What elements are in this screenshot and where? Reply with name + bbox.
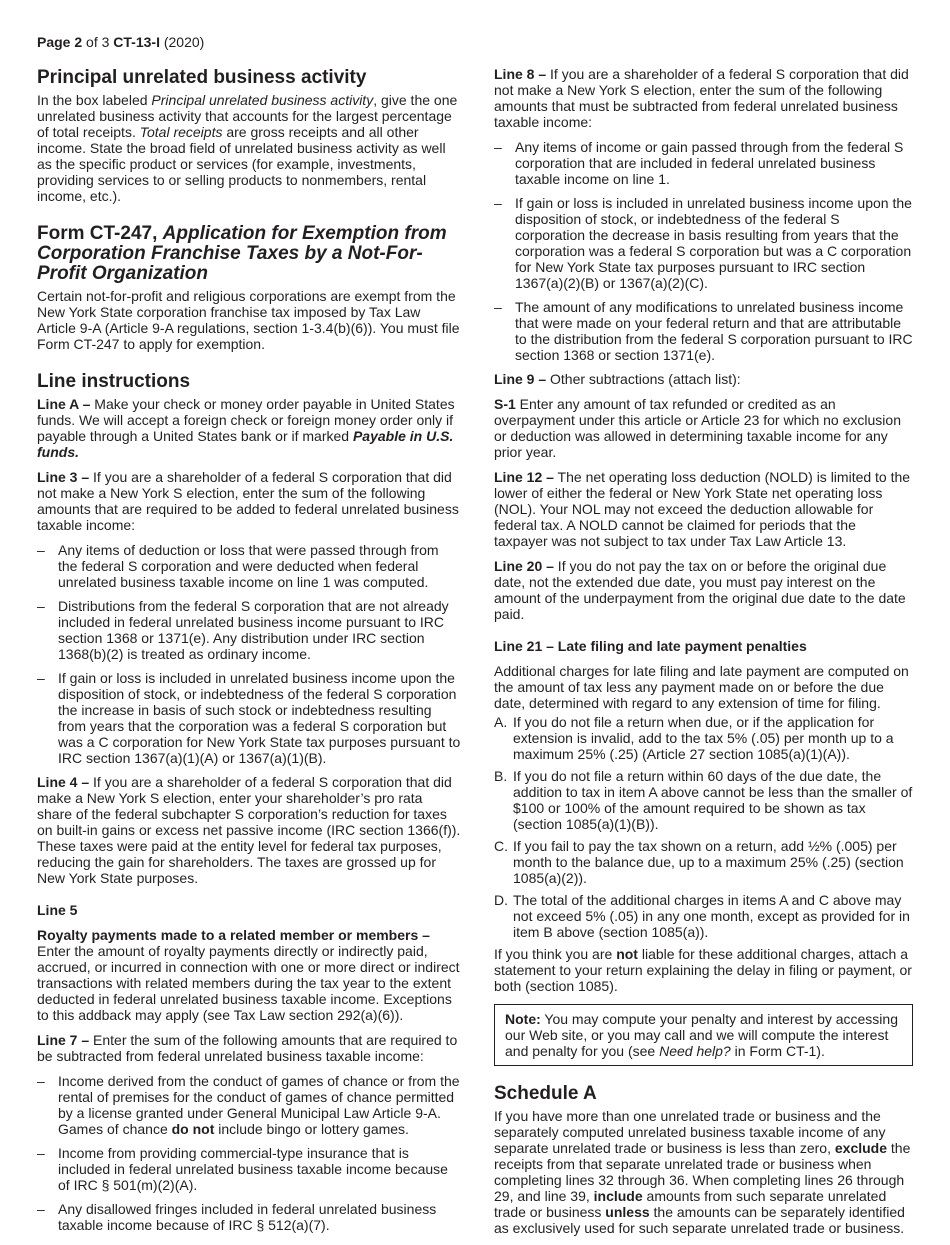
text-run: liable for these additional charges, attach a statement to your return explaining the delay in filing or payment, or both (section 1085). (494, 946, 912, 994)
text-run: The amount of any modifications to unrelated business income that were made on your federal return and that are attributable to the distribution from the federal S corporation pursuant to IRC section 1368 or section 1371(e). (515, 299, 913, 363)
text-run: Note: (505, 1011, 541, 1027)
text-run: Line 12 – (494, 469, 554, 485)
text-run: Any disallowed fringes included in federal unrelated business taxable income because of IRC § 512(a)(7). (58, 1201, 437, 1233)
text-run: do not (171, 1121, 215, 1137)
text-run: Line 3 – (37, 469, 90, 485)
text-run: Form CT-247, (37, 223, 163, 244)
bullet-item (494, 139, 913, 187)
list-marker: C. (494, 838, 508, 854)
paragraph (494, 66, 913, 130)
text-run: In the box labeled (37, 92, 152, 108)
lettered-item (494, 892, 913, 940)
text-run: If you have more than one unrelated trade or business and the separately computed unrelated business taxable income of any separate unrelated trade or business is less than zero, (494, 1108, 886, 1156)
list-marker: – (37, 1073, 45, 1089)
paragraph (494, 371, 913, 387)
list-marker: – (37, 542, 45, 558)
text-run: are gross receipts and all other income. State the broad field of unrelated business activity as well as the specific product or services (for example, investments, providing services to or selling products to nonmembers, rental income, etc.). (37, 124, 446, 204)
paragraph (494, 946, 913, 994)
section-heading (37, 68, 461, 88)
paragraph (494, 469, 913, 549)
text-run: Distributions from the federal S corporation that are not already included in federal unrelated business income pursuant to IRC section 1368 or 1371(e). Any distribution under IRC section 1368(b)(2) is treated as ordinary income. (58, 598, 449, 662)
text-run: Line 21 – Late filing and late payment penalties (494, 638, 807, 654)
text-run: Additional charges for late filing and late payment are computed on the amount of tax less any payment made on or before the due date, determined with regard to any extension of time for filing. (494, 663, 909, 711)
text-run: Line 5 (37, 902, 78, 918)
text-run: Line instructions (37, 371, 191, 392)
text-run: Line 9 – (494, 371, 547, 387)
paragraph (494, 663, 913, 711)
text-run: CT-13-I (113, 34, 160, 50)
subheading (494, 638, 913, 654)
paragraph (37, 1032, 461, 1064)
list-marker: – (37, 1201, 45, 1217)
bullet-item (37, 1201, 461, 1233)
text-run: Any items of deduction or loss that were passed through from the federal S corporation and were deducted when federal unrelated business taxable income on line 1 was computed. (58, 542, 439, 590)
page-header (37, 34, 204, 50)
text-run: If gain or loss is included in unrelated business income upon the disposition of stock, or indebtedness of the federal S corporation the increase in basis of such stock or indebtedness resulting from years that the corporation was a federal S corporation but was a C corporation for New York State tax purposes pursuant to IRC section 1367(a)(1)(A) or 1367(a)(1)(B). (58, 670, 461, 766)
text-run: exclude (834, 1140, 888, 1156)
text-run: Application for Exemption from Corporation Franchise Taxes by a Not-For-Profit Organization (37, 223, 447, 284)
text-run: If you are a shareholder of a federal S corporation that did not make a New York S election, enter the sum of the following amounts that must be subtracted from federal unrelated business taxable income: (494, 66, 909, 130)
text-run: Line 8 – (494, 66, 547, 82)
list-marker: – (37, 670, 45, 686)
text-run: Any items of income or gain passed through from the federal S corporation that are included in federal unrelated business taxable income on line 1. (515, 139, 904, 187)
section-heading (37, 224, 461, 284)
paragraph (37, 469, 461, 533)
lettered-item (494, 714, 913, 762)
list-marker: A. (494, 714, 508, 730)
lettered-item (494, 838, 913, 886)
text-run: Principal unrelated business activity (37, 67, 367, 88)
text-run: Principal unrelated business activity (151, 92, 374, 108)
text-run: the amounts can be separately identified as exclusively used for such separate unrelated trade or business. (494, 1204, 905, 1236)
text-run: Total receipts (139, 124, 223, 140)
text-run: Line 4 – (37, 774, 90, 790)
list-marker: – (494, 195, 502, 211)
paragraph (37, 927, 461, 1023)
text-run: Enter the sum of the following amounts that are required to be subtracted from federal unrelated business taxable income: (37, 1032, 458, 1064)
text-run: Income from providing commercial-type insurance that is included in federal unrelated business taxable income because of IRC § 501(m)(2)(A). (58, 1145, 448, 1193)
text-run: Certain not-for-profit and religious corporations are exempt from the New York State corporation franchise tax imposed by Tax Law Article 9-A (Article 9-A regulations, section 1-3.4(b)(6)). You must file Form CT-247 to apply for exemption. (37, 288, 460, 352)
lettered-item (494, 768, 913, 832)
text-run: Line 20 – (494, 558, 554, 574)
text-run: the receipts from that separate unrelated trade or business when completing lines 32 through 36. When completing lines 26 through 29, and line 39, (494, 1140, 911, 1204)
list-marker: – (37, 1145, 45, 1161)
right-column (494, 66, 913, 1245)
text-run: If you fail to pay the tax shown on a return, add ½% (.005) per month to the balance due, up to a maximum 25% (.25) (section 1085(a)(2)). (513, 838, 904, 886)
text-run: If you are a shareholder of a federal S corporation that did not make a New York S election, enter the sum of the following amounts that are required to be added to federal unrelated business taxable income: (37, 469, 459, 533)
bullet-item (37, 598, 461, 662)
text-run: include (593, 1188, 643, 1204)
text-run: If you do not pay the tax on or before the original due date, not the extended due date, you must pay interest on the amount of the underpayment from the original due date to the date paid. (494, 558, 906, 622)
text-run: amounts from such separate unrelated trade or business (494, 1188, 887, 1220)
bullet-item (494, 195, 913, 291)
text-run: The net operating loss deduction (NOLD) is limited to the lower of either the federal or New York State net operating loss (NOL). Your NOL may not exceed the deduction allowable for federal tax. A NOLD cannot be claimed for periods that the taxpayer was not subject to tax under Tax Law Article 13. (494, 469, 911, 549)
text-run: Schedule A (494, 1083, 597, 1104)
text-run: Need help? (659, 1043, 731, 1059)
text-run: in Form CT-1). (730, 1043, 825, 1059)
paragraph (494, 396, 913, 460)
text-run: Enter any amount of tax refunded or credited as an overpayment under this article or Article 23 for which no exclusion or deduction was allowed in determining taxable income for any prior year. (494, 396, 901, 460)
text-run: include bingo or lottery games. (214, 1121, 409, 1137)
section-heading (494, 1084, 913, 1104)
text-run: If you think you are (494, 946, 617, 962)
paragraph (37, 774, 461, 886)
text-run: Payable in U.S. funds. (37, 428, 454, 460)
text-run: not (616, 946, 638, 962)
bullet-item (37, 670, 461, 766)
text-run: If you are a shareholder of a federal S corporation that did make a New York S election, enter your shareholder’s pro rata share of the federal subchapter S corporation’s reduction for taxes on built-in gains or excess net passive income (IRC section 1366(f)). These taxes were paid at the entity level for federal tax purposes, reducing the gain for shareholders. The taxes are grossed up for New York State purposes. (37, 774, 461, 886)
text-run: Royalty payments made to a related member or members – (37, 927, 430, 943)
text-run: Line 7 – (37, 1032, 90, 1048)
list-marker: D. (494, 892, 508, 908)
bullet-item (494, 299, 913, 363)
text-run: Line A – (37, 396, 91, 412)
text-run: If you do not file a return within 60 days of the due date, the addition to tax in item A above cannot be less than the smaller of $100 or 100% of the amount required to be shown as tax (section 1085(a)(1)(B)). (513, 768, 913, 832)
subheading (37, 902, 461, 918)
text-run: Income derived from the conduct of games of chance or from the rental of premises for the conduct of games of chance permitted by a license granted under General Municipal Law Article 9-A. Games of chance (58, 1073, 460, 1137)
text-run: Enter the amount of royalty payments directly or indirectly paid, accrued, or incurred in connection with one or more direct or indirect transactions with related members during the tax year to the extent deducted in federal unrelated business taxable income. Exceptions to this addback may apply (see Tax Law section 292(a)(6)). (37, 943, 460, 1023)
paragraph (37, 288, 461, 352)
bullet-item (37, 1145, 461, 1193)
left-column (37, 66, 461, 1241)
text-run: , give the one unrelated business activity that accounts for the largest percentage of total receipts. (37, 92, 458, 140)
list-marker: – (37, 598, 45, 614)
text-run: S-1 (494, 396, 516, 412)
text-run: Other subtractions (attach list): (546, 371, 741, 387)
text-run: The total of the additional charges in items A and C above may not exceed 5% (.05) in any one month, except as provided for in item B above (section 1085(a)). (513, 892, 910, 940)
section-heading (37, 372, 461, 392)
paragraph (494, 558, 913, 622)
text-run: unless (605, 1204, 650, 1220)
list-marker: – (494, 139, 502, 155)
text-run: Page 2 (37, 34, 83, 50)
text-run: If you do not file a return when due, or if the application for extension is invalid, add to the tax 5% (.05) per month up to a maximum 25% (.25) (Article 27 section 1085(a)(1)(A)). (513, 714, 894, 762)
paragraph (37, 396, 461, 460)
text-run: Make your check or money order payable in United States funds. We will accept a foreign check or foreign money order only if payable through a United States bank or if marked (37, 396, 455, 444)
text-run: (2020) (159, 34, 205, 50)
text-run: of 3 (82, 34, 114, 50)
paragraph (494, 1108, 913, 1236)
note-box (494, 1004, 913, 1066)
list-marker: B. (494, 768, 508, 784)
paragraph (37, 92, 461, 204)
text-run: If gain or loss is included in unrelated business income upon the disposition of stock, or indebtedness of the federal S corporation the decrease in basis resulting from years that the corporation was a federal S corporation but was a C corporation for New York State tax purposes pursuant to IRC section 1367(a)(2)(B) or 1367(a)(2)(C). (515, 195, 912, 291)
bullet-item (37, 1073, 461, 1137)
list-marker: – (494, 299, 502, 315)
bullet-item (37, 542, 461, 590)
text-run: You may compute your penalty and interest by accessing our Web site, or you may call and we will compute the interest and penalty for you (see (505, 1011, 898, 1059)
